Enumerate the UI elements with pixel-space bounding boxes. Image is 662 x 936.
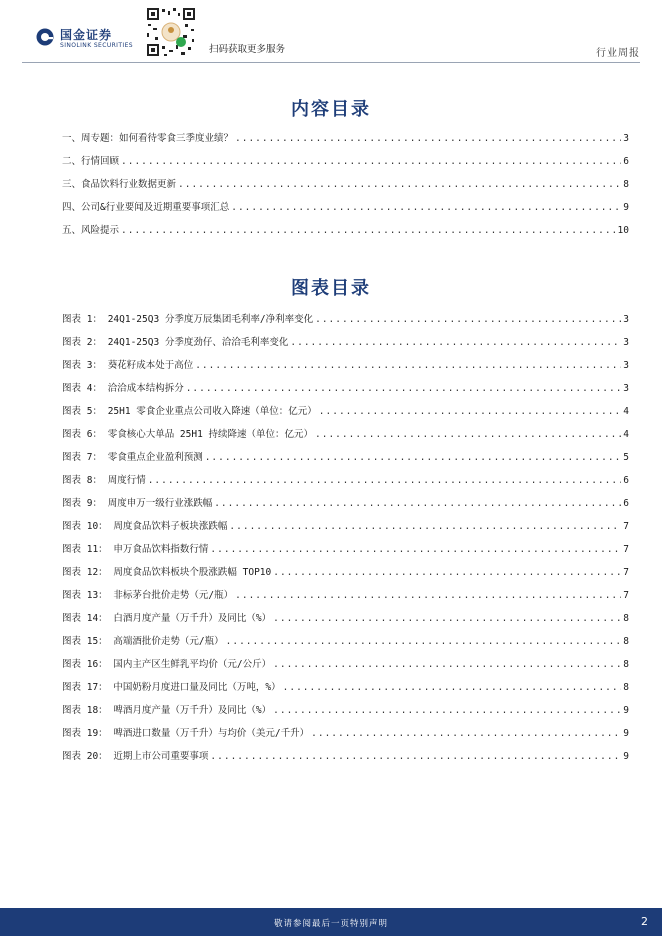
sinolink-logo-icon: [36, 28, 54, 46]
qr-caption: 扫码获取更多服务: [209, 44, 286, 55]
figure-entry-page: 7: [623, 521, 629, 532]
figure-entry[interactable]: [62, 518, 629, 541]
toc-entry-label: 四、公司&行业要闻及近期重要事项汇总: [62, 202, 230, 213]
dot-leader: [273, 659, 621, 670]
figure-entry-page: 3: [623, 337, 629, 348]
toc-entry[interactable]: [62, 199, 629, 222]
figure-entry-label: [62, 403, 317, 417]
figure-entry-label: [62, 495, 212, 509]
figure-entry-page: 7: [623, 567, 629, 578]
figure-number: 图表 9：: [62, 498, 102, 509]
figure-number: 图表 6：: [62, 429, 102, 440]
figure-title: 啤酒月度产量（万千升）及同比（%）: [113, 705, 272, 716]
dot-leader: [273, 567, 621, 578]
figure-entry[interactable]: [62, 495, 629, 518]
figure-number: 图表 15：: [62, 636, 108, 647]
figure-number: 图表 12：: [62, 567, 108, 578]
figure-entry[interactable]: [62, 748, 629, 771]
toc-entry-page: 8: [623, 179, 629, 190]
figure-title: 非标茅台批价走势（元/瓶）: [113, 590, 234, 601]
figure-entry-page: 5: [623, 452, 629, 463]
dot-leader: [226, 636, 622, 647]
figure-entry-label: [62, 610, 271, 624]
toc-entry-label: 三、食品饮料行业数据更新: [62, 179, 177, 190]
dot-leader: [315, 429, 621, 440]
footer-disclaimer: 敬请参阅最后一页特别声明: [273, 919, 388, 929]
figure-entry-page: 6: [623, 498, 629, 509]
figure-entry-label: [62, 748, 208, 762]
figure-entry[interactable]: [62, 656, 629, 679]
toc-entry-page: 6: [623, 156, 629, 167]
figure-title: 洽洽成本结构拆分: [107, 383, 184, 394]
dot-leader: [186, 383, 622, 394]
figure-title: 白酒月度产量（万千升）及同比（%）: [113, 613, 272, 624]
figure-entry-label: [62, 587, 233, 601]
figure-entry-page: 9: [623, 705, 629, 716]
figures-title: 图表目录: [291, 278, 371, 299]
figure-entry[interactable]: [62, 679, 629, 702]
dot-leader: [210, 544, 621, 555]
figure-entry-label: [62, 679, 281, 693]
figure-title: 申万食品饮料指数行情: [113, 544, 209, 555]
figure-entry[interactable]: [62, 725, 629, 748]
figure-entry-label: [62, 449, 203, 463]
page-footer: [0, 908, 662, 936]
figure-number: 图表 5：: [62, 406, 102, 417]
figure-number: 图表 8：: [62, 475, 102, 486]
figure-entry[interactable]: [62, 426, 629, 449]
toc-entry-label: 一、周专题：如何看待零食三季度业绩？: [62, 133, 234, 144]
figure-title: 高端酒批价走势（元/瓶）: [113, 636, 224, 647]
figure-entry-label: [62, 380, 184, 394]
brand-name-en: SINOLINK SECURITIES: [60, 42, 133, 49]
figure-entry-label: [62, 334, 288, 348]
figure-entry-page: 3: [623, 314, 629, 325]
page-header: [0, 0, 662, 64]
figure-number: 图表 1：: [62, 314, 102, 325]
figure-entry[interactable]: [62, 564, 629, 587]
toc-entry[interactable]: [62, 153, 629, 176]
figure-entry-page: 4: [623, 429, 629, 440]
figure-number: 图表 20：: [62, 751, 108, 762]
figure-entry[interactable]: [62, 334, 629, 357]
figure-title: 周度食品饮料子板块涨跌幅: [113, 521, 228, 532]
figure-entry-label: [62, 518, 227, 532]
dot-leader: [283, 682, 622, 693]
figure-title: 零食核心大单品 25H1 持续降速（单位：亿元）: [107, 429, 314, 440]
figure-entry-label: [62, 656, 271, 670]
qr-code-icon[interactable]: [145, 6, 197, 58]
figure-entry[interactable]: [62, 610, 629, 633]
figure-entry[interactable]: [62, 357, 629, 380]
figure-entry-label: [62, 472, 146, 486]
figure-number: 图表 10：: [62, 521, 108, 532]
figure-entry-label: [62, 633, 224, 647]
figures-list: [62, 311, 629, 771]
figure-number: 图表 7：: [62, 452, 102, 463]
figure-entry-page: 8: [623, 682, 629, 693]
figure-entry[interactable]: [62, 472, 629, 495]
dot-leader: [235, 133, 621, 144]
figure-title: 周度行情: [107, 475, 146, 486]
contents-list: [62, 130, 629, 245]
dot-leader: [290, 337, 621, 348]
figure-number: 图表 16：: [62, 659, 108, 670]
dot-leader: [235, 590, 621, 601]
figure-entry[interactable]: [62, 403, 629, 426]
figure-entry-page: 8: [623, 613, 629, 624]
figure-number: 图表 17：: [62, 682, 108, 693]
figure-entry[interactable]: [62, 380, 629, 403]
figure-title: 近期上市公司重要事项: [113, 751, 209, 762]
dot-leader: [121, 156, 621, 167]
dot-leader: [229, 521, 621, 532]
dot-leader: [121, 225, 616, 236]
figure-entry-label: [62, 702, 271, 716]
dot-leader: [148, 475, 622, 486]
toc-entry-page: 9: [623, 202, 629, 213]
figure-entry-page: 9: [623, 728, 629, 739]
figure-entry[interactable]: [62, 587, 629, 610]
figure-entry-label: [62, 541, 208, 555]
figure-number: 图表 13：: [62, 590, 108, 601]
figure-title: 25H1 零食企业重点公司收入降速（单位：亿元）: [107, 406, 317, 417]
toc-entry-page: 3: [623, 133, 629, 144]
figure-entry-page: 9: [623, 751, 629, 762]
figure-title: 周度申万一级行业涨跌幅: [107, 498, 213, 509]
figure-title: 国内主产区生鲜乳平均价（元/公斤）: [113, 659, 272, 670]
dot-leader: [319, 406, 621, 417]
figure-entry-label: [62, 426, 313, 440]
dot-leader: [205, 452, 622, 463]
dot-leader: [210, 751, 621, 762]
dot-leader: [178, 179, 621, 190]
figure-number: 图表 14：: [62, 613, 108, 624]
figure-title: 周度食品饮料板块个股涨跌幅 TOP10: [113, 567, 272, 578]
brand-name-cn: 国金证券: [60, 28, 113, 42]
figure-entry-page: 3: [623, 360, 629, 371]
figure-entry[interactable]: [62, 541, 629, 564]
dot-leader: [273, 705, 621, 716]
figure-entry-page: 7: [623, 544, 629, 555]
figure-entry-page: 8: [623, 636, 629, 647]
figure-title: 24Q1-25Q3 分季度万辰集团毛利率/净利率变化: [107, 314, 314, 325]
toc-entry-page: 10: [617, 225, 629, 236]
figure-number: 图表 4：: [62, 383, 102, 394]
dot-leader: [195, 360, 621, 371]
figure-number: 图表 2：: [62, 337, 102, 348]
dot-leader: [231, 202, 621, 213]
toc-entry[interactable]: [62, 130, 629, 153]
figure-entry-label: [62, 564, 271, 578]
figure-number: 图表 19：: [62, 728, 108, 739]
figure-title: 零食重点企业盈利预测: [107, 452, 203, 463]
toc-entry-label: 二、行情回顾: [62, 156, 120, 167]
figure-title: 24Q1-25Q3 分季度劲仔、洽洽毛利率变化: [107, 337, 289, 348]
figure-entry[interactable]: [62, 633, 629, 656]
figure-entry-page: 6: [623, 475, 629, 486]
figure-entry[interactable]: [62, 449, 629, 472]
footer-page-number: 2: [641, 915, 648, 928]
figure-entry[interactable]: [62, 702, 629, 725]
dot-leader: [315, 314, 621, 325]
dot-leader: [311, 728, 621, 739]
contents-title: 内容目录: [291, 99, 371, 120]
figure-title: 啤酒进口数量（万千升）与均价（美元/千升）: [113, 728, 310, 739]
figure-entry-page: 3: [623, 383, 629, 394]
figure-entry-label: [62, 357, 193, 371]
figure-title: 中国奶粉月度进口量及同比（万吨，%）: [113, 682, 281, 693]
toc-entry[interactable]: [62, 176, 629, 199]
dot-leader: [273, 613, 621, 624]
report-type-label: 行业周报: [596, 48, 640, 59]
figure-title: 葵花籽成本处于高位: [107, 360, 194, 371]
figure-entry-label: [62, 725, 309, 739]
figure-entry-label: [62, 311, 313, 325]
toc-entry[interactable]: [62, 222, 629, 245]
figure-number: 图表 3：: [62, 360, 102, 371]
toc-entry-label: 五、风险提示: [62, 225, 120, 236]
dot-leader: [214, 498, 621, 509]
header-divider: [22, 62, 640, 63]
figure-entry-page: 8: [623, 659, 629, 670]
figure-entry-page: 4: [623, 406, 629, 417]
figure-number: 图表 18：: [62, 705, 108, 716]
figure-number: 图表 11：: [62, 544, 108, 555]
figure-entry-page: 7: [623, 590, 629, 601]
figure-entry[interactable]: [62, 311, 629, 334]
